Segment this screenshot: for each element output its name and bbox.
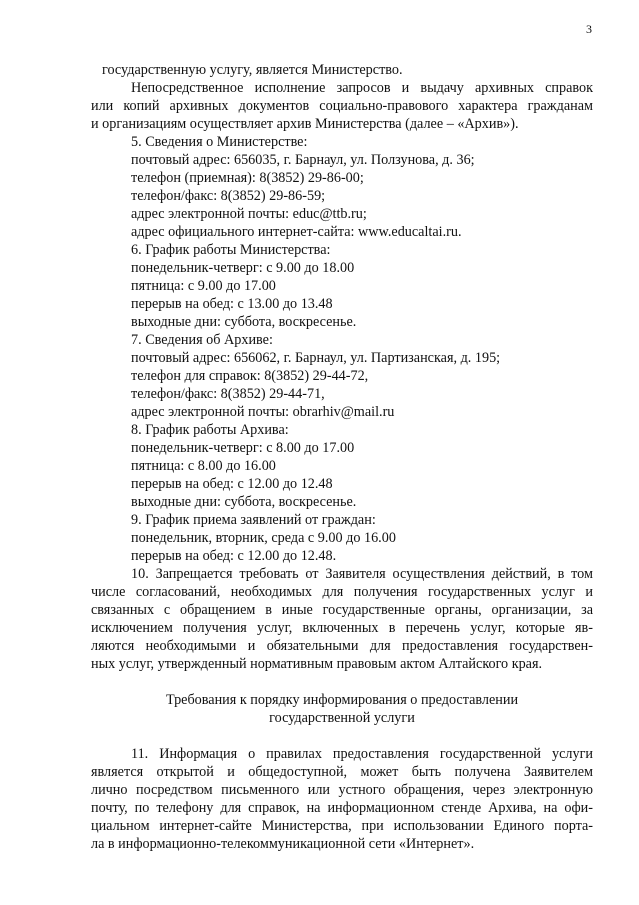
text-line: является открытой и общедоступной, может быть получена Заявителем [91, 764, 593, 780]
text-line: понедельник-четверг: с 9.00 до 18.00 [131, 260, 355, 276]
text-line: 11. Информация о правилах предоставления государственной услуги [131, 746, 593, 762]
page-number: 3 [586, 22, 592, 36]
text-line: ляются необходимыми и обязательными для предоставления государствен- [91, 638, 593, 654]
text-line: адрес электронной почты: obrarhiv@mail.ru [131, 404, 395, 420]
text-line: пятница: с 9.00 до 17.00 [131, 278, 276, 294]
text-line: пятница: с 8.00 до 16.00 [131, 458, 276, 474]
text-line: ла в информационно-телекоммуникационной сети «Интернет». [91, 836, 475, 852]
text-line: лично посредством письменного или устного обращения, через электронную [91, 782, 593, 798]
section-heading-line: государственной услуги [269, 710, 415, 726]
text-line: перерыв на обед: с 12.00 до 12.48. [131, 548, 337, 564]
text-line: государственную услугу, является Министерство. [102, 62, 403, 78]
text-line: адрес официального интернет-сайта: www.educaltai.ru. [131, 224, 462, 240]
text-line: почтовый адрес: 656035, г. Барнаул, ул. Ползунова, д. 36; [131, 152, 475, 168]
text-line: исключением получения услуг, включенных в перечень услуг, которые яв- [91, 620, 593, 636]
text-line: 7. Сведения об Архиве: [131, 332, 273, 348]
text-line: почтовый адрес: 656062, г. Барнаул, ул. Партизанская, д. 195; [131, 350, 501, 366]
text-line: перерыв на обед: с 13.00 до 13.48 [131, 296, 333, 312]
text-line: 9. График приема заявлений от граждан: [131, 512, 376, 528]
text-line: Непосредственное исполнение запросов и выдачу архивных справок [131, 80, 593, 96]
text-line: телефон (приемная): 8(3852) 29-86-00; [131, 170, 364, 186]
text-line: 6. График работы Министерства: [131, 242, 331, 258]
text-line: 5. Сведения о Министерстве: [131, 134, 308, 150]
text-line: выходные дни: суббота, воскресенье. [131, 494, 357, 510]
text-line: понедельник-четверг: с 8.00 до 17.00 [131, 440, 355, 456]
section-heading-line: Требования к порядку информирования о предоставлении [165, 692, 519, 708]
text-line: циальном интернет-сайте Министерства, при использовании Единого порта- [91, 818, 593, 834]
text-line: 8. График работы Архива: [131, 422, 289, 438]
text-line: телефон/факс: 8(3852) 29-44-71, [131, 386, 325, 402]
text-line: числе согласований, необходимых для получения государственных услуг и [91, 584, 593, 600]
text-line: телефон/факс: 8(3852) 29-86-59; [131, 188, 326, 204]
text-line: понедельник, вторник, среда с 9.00 до 16.00 [131, 530, 396, 546]
text-line: почту, по телефону для справок, на информационном стенде Архива, на офи- [91, 800, 593, 816]
text-line: 10. Запрещается требовать от Заявителя осуществления действий, в том [131, 566, 593, 582]
text-line: выходные дни: суббота, воскресенье. [131, 314, 357, 330]
text-line: телефон для справок: 8(3852) 29-44-72, [131, 368, 369, 384]
text-line: ных услуг, утвержденный нормативным правовым актом Алтайского края. [91, 656, 543, 672]
text-line: или копий архивных документов социально-правового характера гражданам [91, 98, 593, 114]
text-line: адрес электронной почты: educ@ttb.ru; [131, 206, 367, 222]
text-line: перерыв на обед: с 12.00 до 12.48 [131, 476, 333, 492]
text-line: и организациям осуществляет архив Министерства (далее – «Архив»). [91, 116, 519, 132]
text-line: связанных с обращением в иные государственные органы, организации, за [91, 602, 593, 618]
